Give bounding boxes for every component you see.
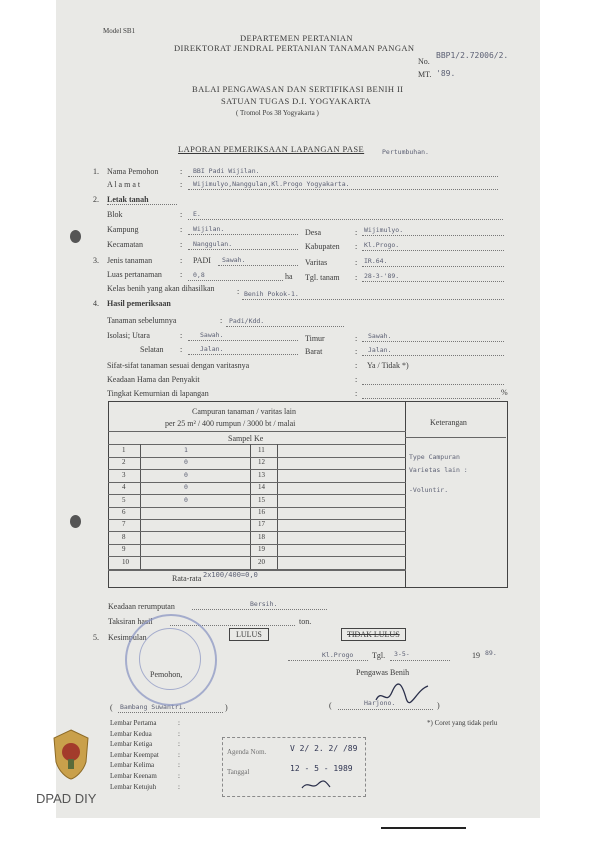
kelas-benih-label: Kelas benih yang akan dihasilkan bbox=[107, 284, 215, 293]
mt-label: MT. bbox=[418, 70, 432, 79]
lembar-item: Lembar Kedua bbox=[110, 729, 152, 738]
sample-number-right: 16 bbox=[258, 508, 265, 516]
tanggal-value: 12 - 5 - 1989 bbox=[290, 764, 353, 773]
sample-number-right: 17 bbox=[258, 520, 265, 529]
colon: : bbox=[355, 334, 358, 343]
colon: : bbox=[355, 258, 358, 267]
model-label: Model SB1 bbox=[103, 27, 136, 35]
pengawas-benih-label: Pengawas Benih bbox=[356, 668, 410, 677]
tanggal-label: Tanggal bbox=[227, 768, 250, 776]
section-1-number: 1. bbox=[93, 167, 99, 176]
sample-value-left: 0 bbox=[184, 458, 188, 467]
sign-date-label: Tgl. bbox=[372, 651, 386, 660]
dotted-line bbox=[188, 280, 283, 281]
sample-number-left: 2 bbox=[122, 458, 126, 467]
dotted-line bbox=[188, 234, 298, 235]
rerumputan-value: Bersih. bbox=[250, 600, 278, 608]
lembar-item: Lembar Keempat bbox=[110, 750, 159, 759]
sample-number-right: 18 bbox=[258, 532, 265, 541]
dotted-line bbox=[362, 250, 504, 251]
table-header-sampel: Sampel Ke bbox=[228, 434, 264, 443]
barat-label: Barat bbox=[305, 347, 323, 356]
sample-number-right: 12 bbox=[258, 458, 265, 467]
kecamatan-value: Nanggulan. bbox=[193, 240, 233, 248]
hasil-pemeriksaan-title: Hasil pemeriksaan bbox=[107, 299, 171, 308]
tgl-tanam-label: Tgl. tanam bbox=[305, 273, 340, 282]
tanaman-sebelumnya-label: Tanaman sebelumnya bbox=[107, 316, 177, 325]
isolasi-utara-value: Sawah. bbox=[200, 331, 224, 339]
kabupaten-value: Kl.Progo. bbox=[364, 241, 400, 249]
sign-year-prefix: 19 bbox=[472, 651, 480, 660]
isolasi-utara-label: Isolasi; Utara bbox=[107, 331, 150, 340]
nama-pemohon-value: BBI Padi Wijilan. bbox=[193, 167, 260, 175]
colon: : bbox=[355, 228, 358, 237]
keterangan-line-2: Varietas lain : bbox=[409, 466, 468, 474]
timur-label: Timur bbox=[305, 334, 325, 343]
alamat-label: A l a m a t bbox=[107, 180, 141, 189]
selatan-label: Selatan bbox=[140, 345, 164, 354]
bottom-rule bbox=[381, 827, 466, 829]
dotted-line bbox=[107, 204, 177, 205]
dotted-line bbox=[188, 249, 298, 250]
pemohon-label: Pemohon, bbox=[150, 670, 183, 679]
dotted-line bbox=[118, 712, 223, 713]
sample-number-right: 15 bbox=[258, 495, 265, 504]
sample-number-left: 8 bbox=[122, 532, 126, 541]
dotted-line bbox=[362, 235, 504, 236]
dotted-line bbox=[390, 660, 450, 661]
sample-number-left: 1 bbox=[122, 446, 126, 454]
sign-date-value: 3-5- bbox=[394, 650, 410, 658]
dotted-line bbox=[362, 398, 500, 399]
paren-close: ) bbox=[225, 703, 228, 712]
sample-number-left: 10 bbox=[122, 557, 129, 566]
timur-value: Sawah. bbox=[368, 332, 392, 340]
taksiran-unit: ton. bbox=[299, 617, 312, 626]
table-row-line bbox=[108, 531, 406, 532]
varitas-label: Varitas bbox=[305, 258, 328, 267]
dotted-line bbox=[362, 281, 504, 282]
colon: : bbox=[178, 729, 180, 738]
luas-unit: ha bbox=[285, 272, 293, 281]
sample-number-left: 4 bbox=[122, 483, 126, 492]
table-row-line bbox=[108, 544, 406, 545]
kampung-label: Kampung bbox=[107, 225, 139, 234]
table-row-line bbox=[108, 457, 406, 458]
tgl-tanam-value: 28-3-'89. bbox=[364, 272, 400, 280]
sample-number-left: 6 bbox=[122, 508, 126, 516]
lembar-item: Lembar Kelima bbox=[110, 761, 155, 770]
dotted-line bbox=[192, 609, 327, 610]
dotted-line bbox=[188, 340, 298, 341]
colon: : bbox=[180, 240, 183, 249]
sifat-tanaman-label: Sifat-sifat tanaman sesuai dengan varitasnya bbox=[107, 361, 250, 370]
colon: : bbox=[178, 761, 180, 770]
colon: : bbox=[237, 287, 240, 296]
colon: : bbox=[180, 331, 183, 340]
dotted-line bbox=[242, 299, 504, 300]
sifat-tanaman-value: Ya / Tidak *) bbox=[367, 361, 409, 370]
sample-number-right: 19 bbox=[258, 545, 265, 554]
dotted-line bbox=[338, 709, 433, 710]
colon: : bbox=[180, 180, 183, 189]
nama-pemohon-label: Nama Pemohon bbox=[107, 167, 159, 176]
table-divider bbox=[405, 437, 506, 438]
paraf-initial bbox=[300, 778, 332, 792]
colon: : bbox=[220, 316, 223, 325]
sample-value-left: 0 bbox=[184, 470, 188, 479]
pengawas-name: Harjono. bbox=[364, 699, 396, 707]
kemurnian-unit: % bbox=[501, 388, 508, 397]
table-row-line bbox=[108, 556, 406, 557]
dotted-line bbox=[362, 266, 504, 267]
kecamatan-label: Kecamatan bbox=[107, 240, 143, 249]
colon: : bbox=[178, 719, 180, 727]
paren-open: ( bbox=[110, 703, 113, 712]
table-row-line bbox=[108, 569, 406, 570]
sample-number-left: 9 bbox=[122, 545, 126, 554]
institution-name: BALAI PENGAWASAN DAN SERTIFIKASI BENIH II bbox=[192, 84, 404, 94]
watermark-text: DPAD DIY bbox=[36, 791, 97, 806]
section-2-number: 2. bbox=[93, 195, 99, 204]
table-row-line bbox=[108, 469, 406, 470]
kemurnian-label: Tingkat Kemurnian di lapangan bbox=[107, 389, 209, 398]
dotted-line bbox=[362, 341, 504, 342]
sample-number-left: 5 bbox=[122, 495, 126, 504]
sample-value-left: 0 bbox=[184, 495, 188, 504]
lembar-item: Lembar Pertama bbox=[110, 719, 157, 727]
jenis-tanaman-value: Sawah. bbox=[222, 256, 246, 264]
barat-value: Jalan. bbox=[368, 346, 392, 354]
sign-place: Kl.Progo bbox=[322, 651, 354, 659]
kesimpulan-label: Kesimpulan bbox=[108, 633, 147, 642]
colon: : bbox=[355, 242, 358, 251]
lembar-item: Lembar Ketujuh bbox=[110, 782, 157, 791]
dotted-line bbox=[218, 265, 298, 266]
sample-number-right: 11 bbox=[258, 446, 265, 454]
report-phase: Pertumbuhan. bbox=[382, 148, 429, 156]
table-row-line bbox=[108, 507, 406, 508]
colon: : bbox=[355, 361, 358, 370]
institution-unit: SATUAN TUGAS D.I. YOGYAKARTA bbox=[221, 96, 372, 106]
colon: : bbox=[180, 270, 183, 279]
keterangan-line-3: -Voluntir. bbox=[409, 486, 449, 494]
colon: : bbox=[355, 273, 358, 282]
colon: : bbox=[180, 167, 183, 176]
colon: : bbox=[178, 740, 180, 749]
paren-close: ) bbox=[437, 701, 440, 710]
selatan-value: Jalan. bbox=[200, 345, 224, 353]
letak-tanah-title: Letak tanah bbox=[107, 195, 149, 204]
table-header-per: per 25 m² / 400 rumpun / 3000 bt / malai bbox=[165, 419, 296, 428]
section-5-number: 5. bbox=[93, 633, 99, 642]
paren-open: ( bbox=[329, 701, 332, 710]
hama-penyakit-label: Keadaan Hama dan Penyakit bbox=[107, 375, 200, 384]
colon: : bbox=[355, 389, 358, 398]
sample-number-right: 14 bbox=[258, 483, 265, 492]
directorate-title: DIREKTORAT JENDRAL PERTANIAN TANAMAN PANGAN bbox=[174, 43, 415, 53]
table-row-line bbox=[108, 482, 406, 483]
lulus-box: LULUS bbox=[229, 628, 269, 641]
luas-pertanaman-label: Luas pertanaman bbox=[107, 270, 162, 279]
colon: : bbox=[178, 782, 180, 791]
colon: : bbox=[355, 375, 358, 384]
tidak-lulus-box: TIDAK LULUS bbox=[341, 628, 406, 641]
dotted-line bbox=[362, 355, 504, 356]
agenda-label: Agenda Nom. bbox=[227, 748, 267, 756]
coret-note: *) Coret yang tidak perlu bbox=[427, 719, 498, 727]
colon: : bbox=[178, 750, 180, 759]
dotted-line bbox=[188, 219, 503, 220]
kampung-value: Wijilan. bbox=[193, 225, 225, 233]
lembar-item: Lembar Keenam bbox=[110, 772, 157, 780]
institution-address: ( Tromol Pos 38 Yogyakarta ) bbox=[236, 109, 319, 117]
sample-number-right: 20 bbox=[258, 557, 265, 566]
sample-number-left: 7 bbox=[122, 520, 126, 529]
dotted-line bbox=[188, 176, 498, 177]
lembar-item: Lembar Ketiga bbox=[110, 740, 153, 749]
keterangan-header: Keterangan bbox=[430, 418, 467, 427]
pemohon-name: Bambang Suwantri. bbox=[120, 703, 187, 711]
dotted-line bbox=[188, 354, 298, 355]
kabupaten-label: Kabupaten bbox=[305, 242, 340, 251]
alamat-value: Wijimulyo,Nanggulan,Kl.Progo Yogyakarta. bbox=[193, 180, 350, 188]
keterangan-line-1: Type Campuran bbox=[409, 453, 460, 461]
desa-value: Wijimulyo. bbox=[364, 226, 404, 234]
binder-hole-bottom bbox=[70, 515, 81, 528]
dotted-line bbox=[362, 384, 504, 385]
desa-label: Desa bbox=[305, 228, 321, 237]
sample-value-left: 0 bbox=[184, 483, 188, 492]
jenis-tanaman-label: Jenis tanaman bbox=[107, 256, 153, 265]
mt-value: '89. bbox=[436, 69, 456, 78]
section-3-number: 3. bbox=[93, 256, 99, 265]
department-title: DEPARTEMEN PERTANIAN bbox=[240, 33, 353, 43]
rata-rata-value: 2x100/400=0,0 bbox=[203, 571, 258, 579]
blok-label: Blok bbox=[107, 210, 123, 219]
table-header-campuran: Campuran tanaman / varitas lain bbox=[192, 407, 296, 416]
binder-hole-top bbox=[70, 230, 81, 243]
sample-value-left: 1 bbox=[184, 446, 188, 454]
colon: : bbox=[180, 256, 183, 265]
jenis-tanaman-printed: PADI bbox=[193, 256, 211, 265]
sign-year-value: 89. bbox=[485, 649, 497, 657]
number-value: BBP1/2.72006/2. bbox=[436, 51, 509, 60]
dotted-line bbox=[188, 189, 498, 190]
varitas-value: IR.64. bbox=[364, 257, 388, 265]
tanaman-sebelumnya-value: Padi/Kdd. bbox=[229, 317, 265, 325]
sample-number-right: 13 bbox=[258, 470, 265, 479]
dotted-line bbox=[226, 326, 344, 327]
sample-number-left: 3 bbox=[122, 470, 126, 479]
table-divider bbox=[108, 444, 406, 445]
table-divider bbox=[108, 431, 406, 432]
colon: : bbox=[355, 347, 358, 356]
rata-rata-label: Rata-rata bbox=[172, 574, 202, 583]
official-stamp bbox=[125, 614, 217, 706]
colon: : bbox=[180, 225, 183, 234]
agenda-value: V 2/ 2. 2/ /89 bbox=[290, 744, 358, 753]
table-row-line bbox=[108, 494, 406, 495]
luas-pertanaman-value: 0,8 bbox=[193, 271, 205, 279]
colon: : bbox=[178, 772, 180, 780]
report-title: LAPORAN PEMERIKSAAN LAPANGAN PASE bbox=[178, 144, 365, 154]
number-label: No. bbox=[418, 57, 430, 66]
rerumputan-label: Keadaan rerumputan bbox=[108, 602, 175, 611]
table-row-line bbox=[108, 519, 406, 520]
taksiran-label: Taksiran hasil bbox=[108, 617, 153, 626]
dotted-line bbox=[288, 660, 368, 661]
dpad-logo bbox=[50, 728, 92, 780]
colon: : bbox=[180, 210, 183, 219]
colon: : bbox=[180, 345, 183, 354]
kelas-benih-value: Benih Pokok-1. bbox=[244, 290, 299, 298]
section-4-number: 4. bbox=[93, 299, 99, 308]
blok-value: E. bbox=[193, 210, 201, 218]
